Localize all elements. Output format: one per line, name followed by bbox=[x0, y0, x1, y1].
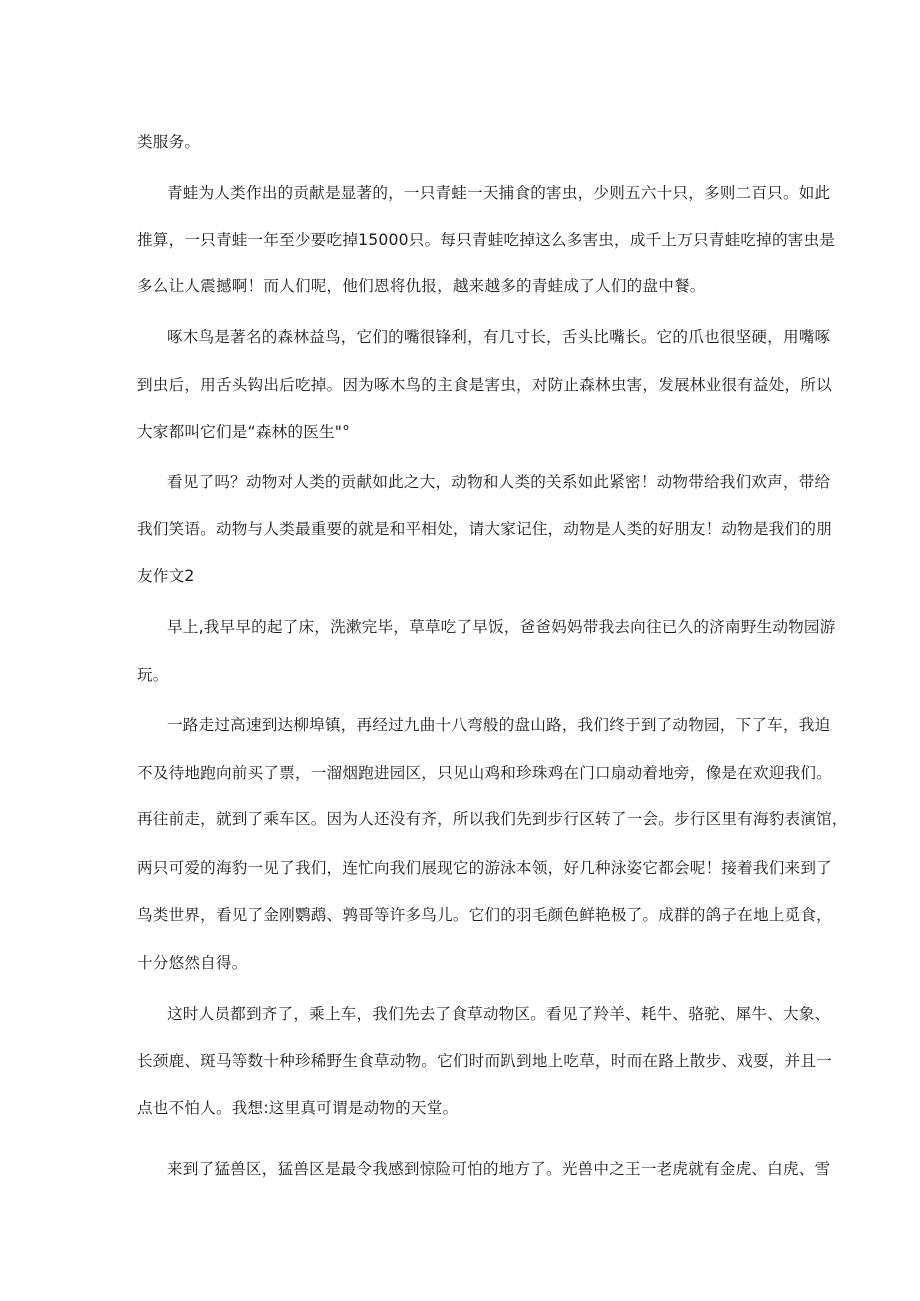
text-line: 我们笑语。动物与人类最重要的就是和平相处，请大家记住，动物是人类的好朋友！动物是我们的朋 bbox=[137, 520, 832, 538]
text-line: 这时人员都到齐了，乘上车，我们先去了食草动物区。看见了羚羊、耗牛、骆驼、犀牛、大象、 bbox=[167, 1005, 831, 1023]
text-line: 两只可爱的海豹一见了我们，连忙向我们展现它的游泳本领，好几种泳姿它都会呢！接着我们来到了 bbox=[137, 859, 832, 877]
text-line: 大家都叫它们是“森林的医生"° bbox=[137, 423, 351, 441]
text-line: 青蛙为人类作出的贡献是显著的，一只青蛙一天捕食的害虫，少则五六十只，多则二百只。如此 bbox=[167, 184, 831, 202]
text-line: 一路走过高速到达柳埠镇，再经过九曲十八弯般的盘山路，我们终于到了动物园，下了车，我迫 bbox=[167, 716, 831, 734]
text-line: 看见了吗？动物对人类的贡献如此之大，动物和人类的关系如此紧密！动物带给我们欢声，带给 bbox=[167, 473, 831, 491]
text-line: 到虫后，用舌头钩出后吃掉。因为啄木鸟的主食是害虫，对防止森林虫害，发展林业很有益处，所以 bbox=[137, 376, 832, 394]
text-line: 玩。 bbox=[137, 666, 169, 684]
text-line: 类服务。 bbox=[137, 133, 201, 151]
text-line: 不及待地跑向前买了票，一溜烟跑进园区，只见山鸡和珍珠鸡在门口扇动着地旁，像是在欢迎我们。 bbox=[137, 764, 832, 782]
text-line: 再往前走，就到了乘车区。因为人还没有齐，所以我们先到步行区转了一会。步行区里有海豹表演馆， bbox=[137, 810, 848, 828]
section-heading: 友作文2 bbox=[137, 567, 195, 585]
text-line: 鸟类世界，看见了金刚鹦鹉、鹑哥等许多鸟儿。它们的羽毛颜色鲜艳极了。成群的鸽子在地上觅食， bbox=[137, 906, 832, 924]
text-line: 十分悠然自得。 bbox=[137, 954, 248, 972]
text-line: 点也不怕人。我想:这里真可谓是动物的天堂。 bbox=[137, 1099, 459, 1117]
text-line: 推算，一只青蛙一年至少要吃掉15000只。每只青蛙吃掉这么多害虫，成千上万只青蛙吃掉的害虫是 bbox=[137, 231, 836, 249]
text-line: 来到了猛兽区，猛兽区是最令我感到惊险可怕的地方了。光兽中之王一老虎就有金虎、白虎、雪 bbox=[167, 1160, 831, 1178]
text-line: 多么让人震撼啊！而人们呢，他们恩将仇报，越来越多的青蛙成了人们的盘中餐。 bbox=[137, 277, 706, 295]
text-line: 长颈鹿、斑马等数十种珍稀野生食草动物。它们时而趴到地上吃草，时而在路上散步、戏耍，并且一 bbox=[137, 1052, 832, 1070]
text-line: 早上,我早早的起了床，洗漱完毕，草草吃了早饭，爸爸妈妈带我去向往已久的济南野生动物园游 bbox=[167, 618, 836, 636]
text-line: 啄木鸟是著名的森林益鸟，它们的嘴很锋利，有几寸长，舌头比嘴长。它的爪也很坚硬，用嘴啄 bbox=[167, 328, 831, 346]
